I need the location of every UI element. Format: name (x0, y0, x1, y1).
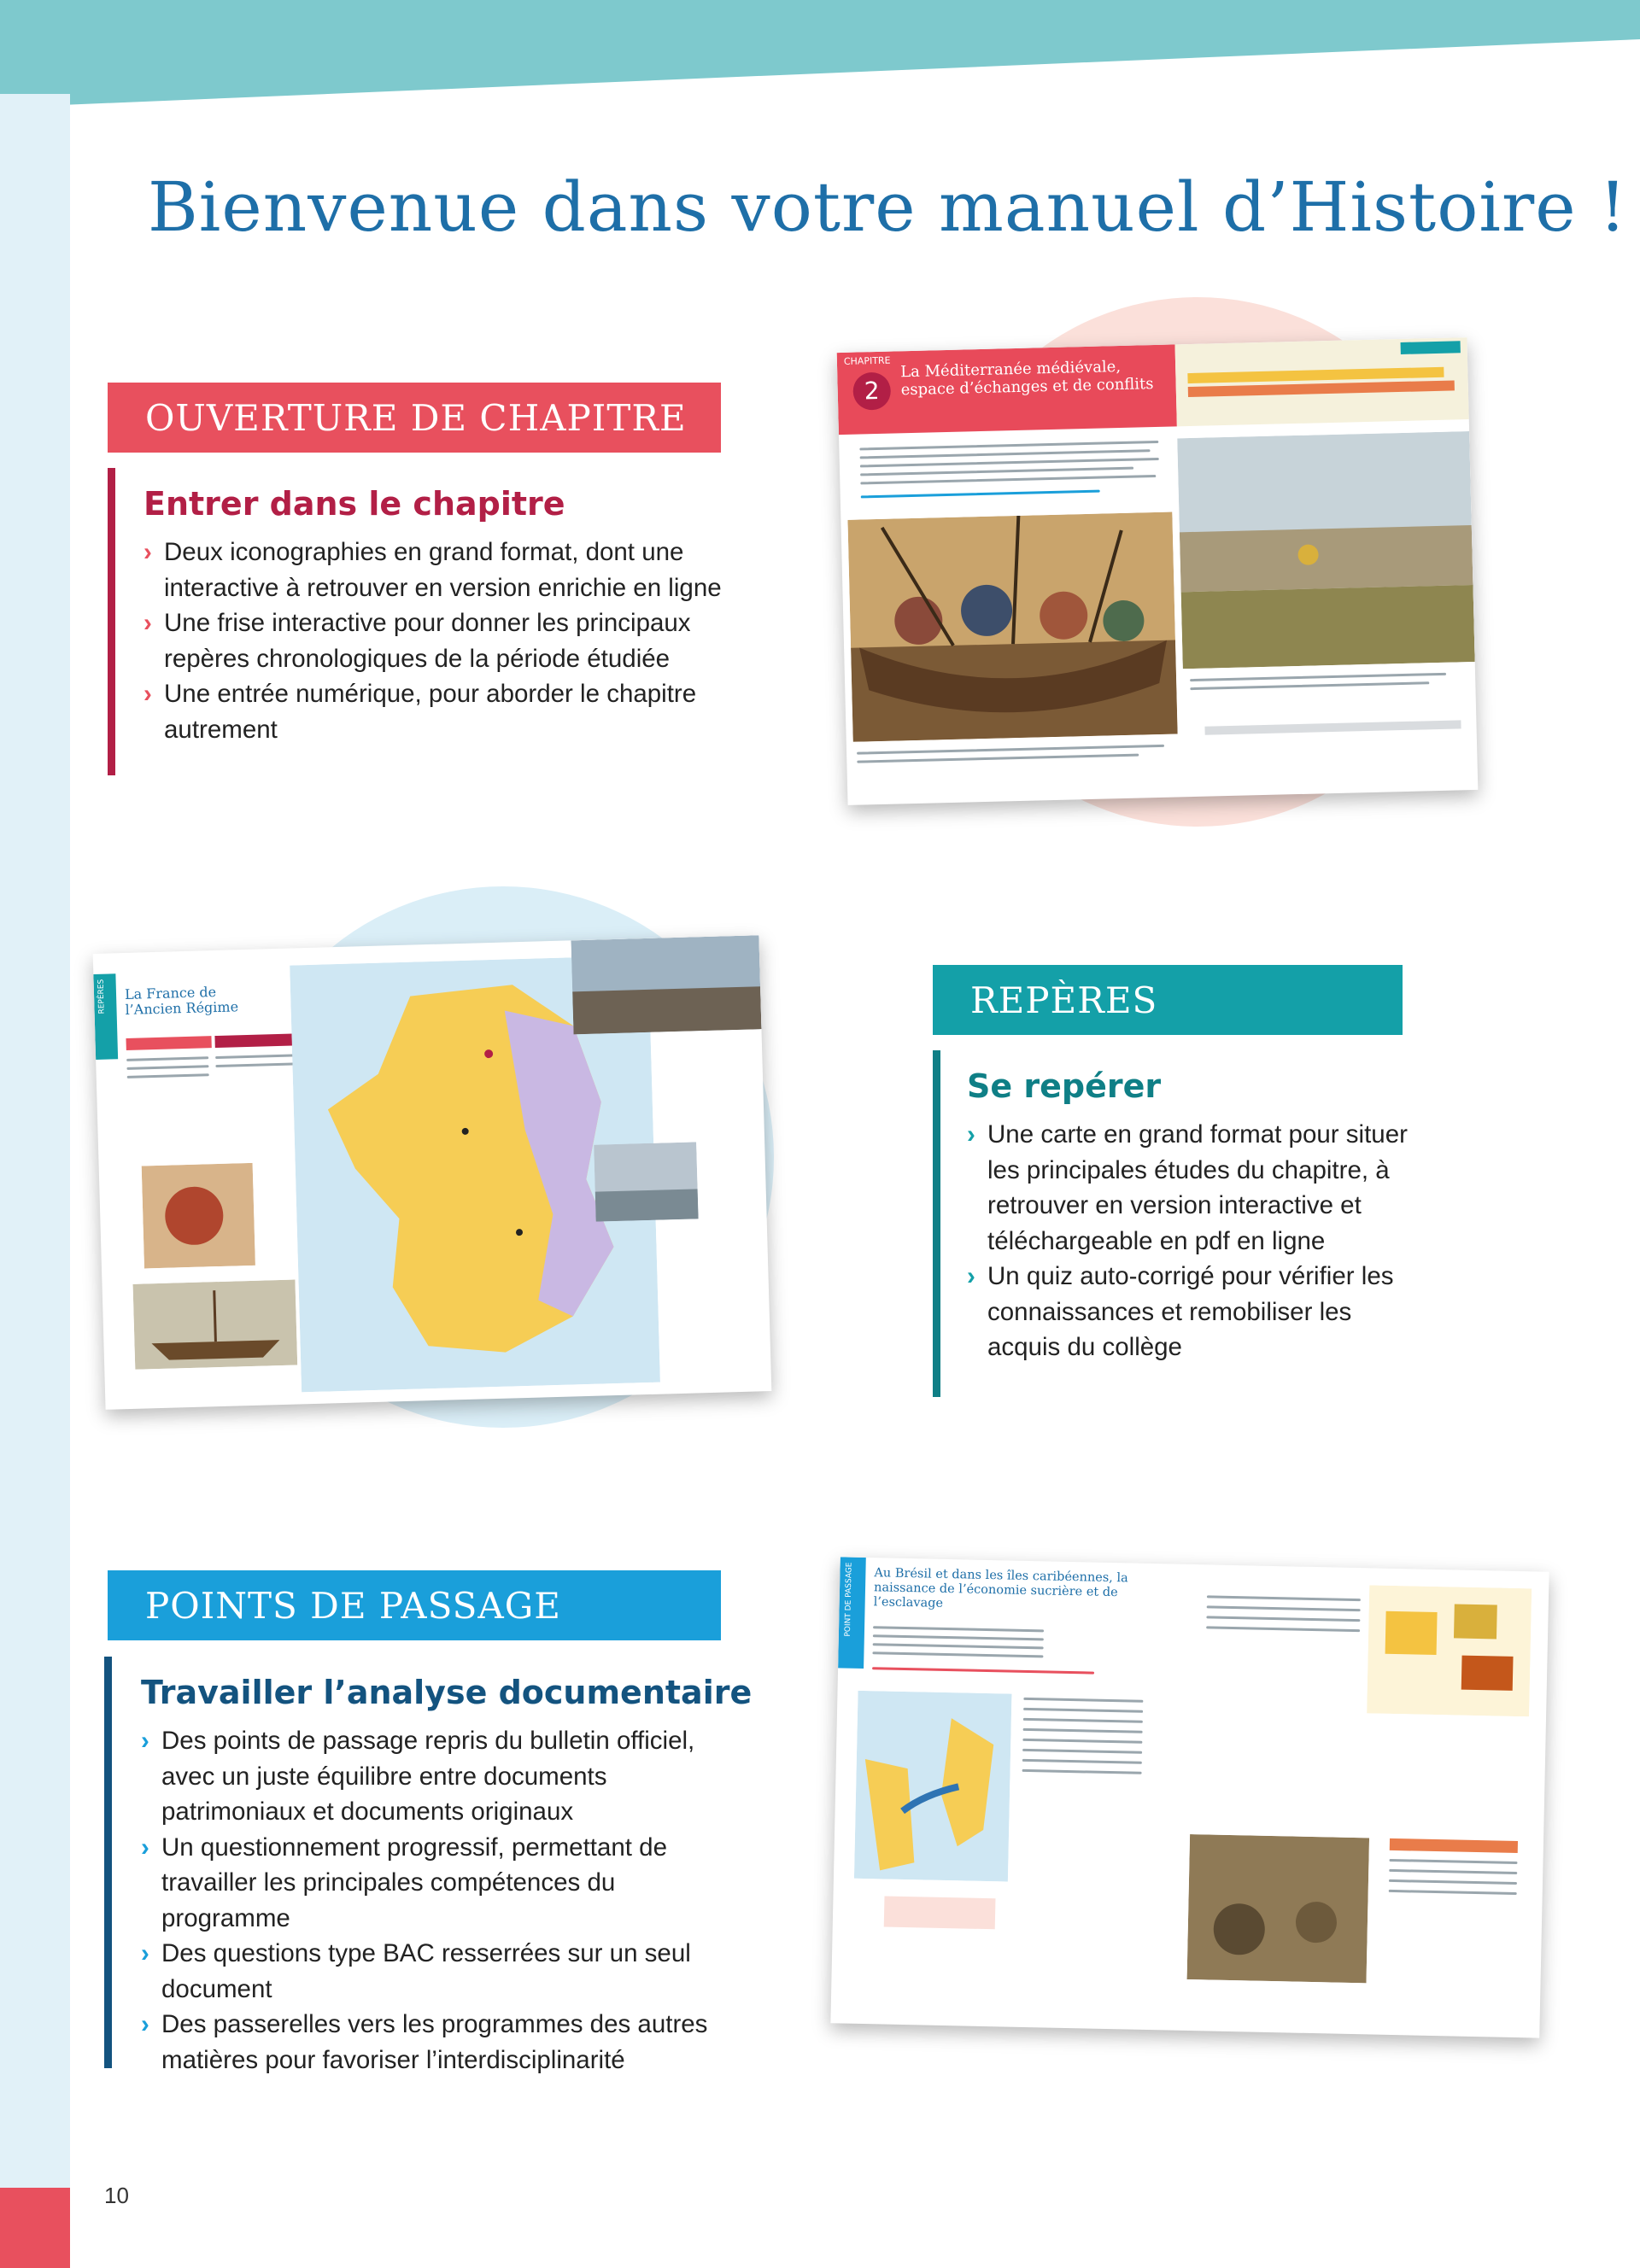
ship-thumbnail (133, 1280, 298, 1370)
ouverture-bullet (144, 605, 733, 676)
atlantic-trade-map (854, 1691, 1012, 1882)
harbour-photo (594, 1142, 698, 1221)
chapter-number: 2 (864, 376, 881, 406)
chevron-right-icon: › (141, 1939, 149, 1967)
reperes-bullet-list (967, 1117, 1411, 1365)
page-number: 10 (104, 2183, 129, 2208)
bullet-text: Deux iconographies en grand format, dont une interactive à retrouver en version enrichie en ligne (164, 538, 722, 602)
ouverture-bullet (144, 676, 733, 747)
chevron-right-icon: › (967, 1262, 975, 1290)
medieval-ship-illustration (847, 512, 1177, 742)
points-bullet (141, 2007, 722, 2078)
reperes-accent-bar (933, 1050, 940, 1397)
ouverture-banner-label: OUVERTURE DE CHAPITRE (145, 396, 687, 439)
bullet-text: Une entrée numérique, pour aborder le chapitre autrement (164, 680, 697, 744)
point-de-passage-spread (830, 1557, 1549, 2037)
bullet-text: Un questionnement progressif, permettant de travailler les principales compétences du programme (161, 1833, 667, 1932)
ouverture-heading: Entrer dans le chapitre (144, 485, 565, 523)
chevron-right-icon: › (144, 680, 152, 708)
sugar-mill-engraving (1187, 1834, 1370, 1983)
painting-thumbnail (142, 1163, 255, 1269)
points-banner-label: POINTS DE PASSAGE (145, 1584, 561, 1627)
top-decor-band (0, 0, 1640, 108)
points-accent-bar (104, 1657, 112, 2068)
points-bullet (141, 1830, 722, 1937)
passage-title: Au Brésil et dans les îles caribéennes, la naissance de l’économie sucrière et de l’esclavage (873, 1566, 1128, 1610)
reperes-banner-label: REPÈRES (970, 979, 1158, 1021)
reperes-banner (933, 965, 1403, 1035)
chapter-title: La Méditerranée médiévale, espace d’échanges et de conflits (899, 357, 1154, 400)
map-title: La France de l’Ancien Régime (124, 983, 239, 1018)
ouverture-banner (108, 383, 721, 453)
points-bullet (141, 1723, 722, 1830)
points-bullet (141, 1936, 722, 2007)
ouverture-bullet-list (144, 535, 733, 747)
left-margin-strip (0, 94, 70, 2268)
chapter-opening-spread (837, 337, 1479, 805)
chevron-right-icon: › (141, 1833, 149, 1862)
bullet-text: Une frise interactive pour donner les principaux repères chronologiques de la période étudiée (164, 609, 691, 673)
corner-tab (0, 2188, 70, 2268)
page-title: Bienvenue dans votre manuel d’Histoire ! (148, 167, 1628, 247)
reperes-heading: Se repérer (967, 1067, 1162, 1105)
bullet-text: Des passerelles vers les programmes des autres matières pour favoriser l’interdisciplinarité (161, 2010, 708, 2074)
chapter-tab-label: CHAPITRE (843, 354, 891, 367)
chevron-right-icon: › (144, 538, 152, 566)
chevron-right-icon: › (144, 609, 152, 637)
points-banner (108, 1570, 721, 1640)
bullet-text: Des points de passage repris du bulletin officiel, avec un juste équilibre entre documents patrimoniaux et documents originaux (161, 1727, 695, 1826)
chevron-right-icon: › (141, 2010, 149, 2038)
reperes-bullet (967, 1117, 1411, 1259)
bullet-text: Des questions type BAC resserrées sur un seul document (161, 1939, 691, 2003)
chevron-right-icon: › (141, 1727, 149, 1755)
bullet-text: Une carte en grand format pour situer les principales études du chapitre, à retrouver en version interactive et téléchargeable en pdf en ligne (987, 1120, 1408, 1255)
points-heading: Travailler l’analyse documentaire (141, 1674, 753, 1711)
reperes-bullet (967, 1259, 1411, 1365)
ouverture-bullet (144, 535, 733, 605)
reperes-tab-label: REPÈRES (97, 979, 107, 1014)
map-spread (93, 935, 772, 1410)
chevron-right-icon: › (967, 1120, 975, 1149)
city-photo (571, 935, 761, 1034)
jerusalem-photo (1177, 431, 1474, 669)
ouverture-accent-bar (108, 468, 115, 775)
plantation-scheme (1367, 1585, 1532, 1716)
points-bullet-list (141, 1723, 722, 2078)
passage-tab-label: POINT DE PASSAGE (843, 1562, 854, 1637)
bullet-text: Un quiz auto-corrigé pour vérifier les connaissances et remobiliser les acquis du collège (987, 1262, 1394, 1361)
